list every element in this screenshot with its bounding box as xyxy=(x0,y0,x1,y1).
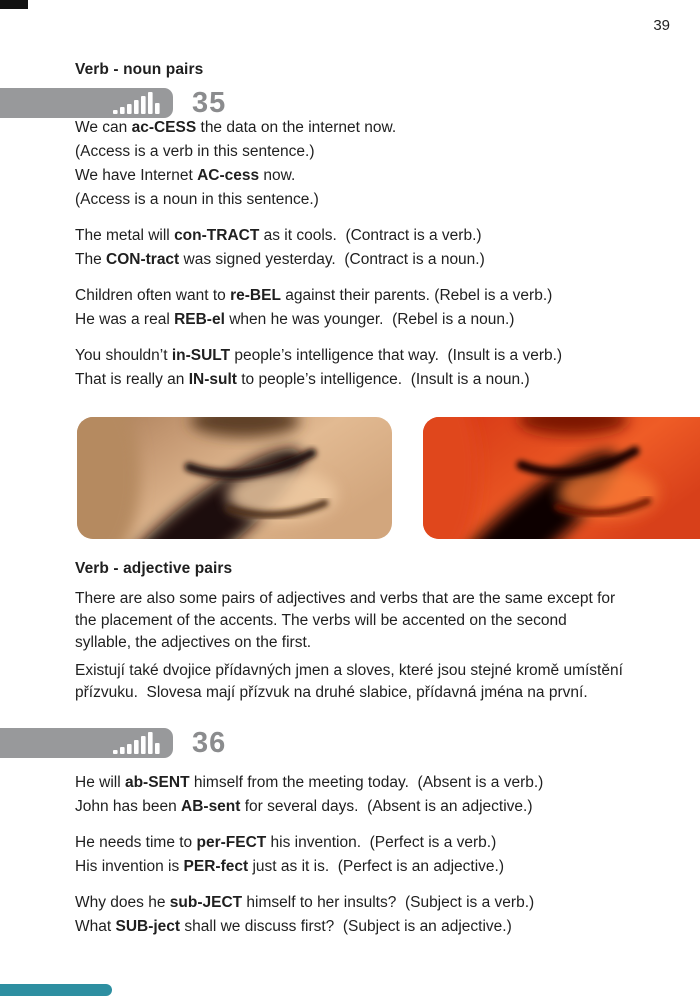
verb-adjective-sentences xyxy=(75,771,655,939)
sentence-group xyxy=(75,344,655,392)
track-number-36: 36 xyxy=(192,727,227,759)
mouth-photo-natural xyxy=(77,417,392,539)
sentence-line: (Access is a noun in this sentence.) xyxy=(75,191,319,208)
sentence-line: He needs time to per-FECT his invention. (Perfect is a verb.) xyxy=(75,834,497,851)
sentence-line: Children often want to re-BEL against their parents. (Rebel is a verb.) xyxy=(75,287,553,304)
sentence-line: He will ab-SENT himself from the meeting today. (Absent is a verb.) xyxy=(75,774,544,791)
bottom-left-edge-tab xyxy=(0,984,112,996)
paragraph-line: There are also some pairs of adjectives and verbs that are the same except for xyxy=(75,590,616,607)
heading-verb-adjective-pairs: Verb - adjective pairs xyxy=(75,560,233,577)
sentence-group xyxy=(75,284,655,332)
sentence-line: (Access is a verb in this sentence.) xyxy=(75,143,315,160)
audio-bars-icon xyxy=(113,92,160,114)
heading-verb-noun-pairs: Verb - noun pairs xyxy=(75,61,204,78)
sentence-line: His invention is PER-fect just as it is. (Perfect is an adjective.) xyxy=(75,858,504,875)
sentence-group xyxy=(75,831,655,879)
intro-paragraph-czech xyxy=(75,660,675,704)
verb-noun-sentences xyxy=(75,116,655,392)
top-left-edge-tab xyxy=(0,0,28,9)
paragraph-line: the placement of the accents. The verbs will be accented on the second xyxy=(75,612,567,629)
sentence-line: We can ac-CESS the data on the internet now. xyxy=(75,119,397,136)
sentence-line: That is really an IN-sult to people’s intelligence. (Insult is a noun.) xyxy=(75,371,530,388)
page-number: 39 xyxy=(653,17,670,34)
audio-track-banner-36 xyxy=(0,728,173,758)
sentence-line: The metal will con-TRACT as it cools. (Contract is a verb.) xyxy=(75,227,482,244)
audio-track-banner-35 xyxy=(0,88,173,118)
paragraph-line: syllable, the adjectives on the first. xyxy=(75,634,312,651)
sentence-line: The CON-tract was signed yesterday. (Contract is a noun.) xyxy=(75,251,485,268)
sentence-line: You shouldn’t in-SULT people’s intelligence that way. (Insult is a verb.) xyxy=(75,347,563,364)
sentence-group xyxy=(75,891,655,939)
sentence-line: Why does he sub-JECT himself to her insults? (Subject is a verb.) xyxy=(75,894,535,911)
sentence-group xyxy=(75,224,655,272)
intro-paragraph-english xyxy=(75,588,675,654)
audio-bars-icon xyxy=(113,732,160,754)
sentence-line: He was a real REB-el when he was younger. (Rebel is a noun.) xyxy=(75,311,515,328)
paragraph-line: přízvuku. Slovesa mají přízvuk na druhé slabice, přídavná jména na první. xyxy=(75,684,588,701)
paragraph-line: Existují také dvojice přídavných jmen a sloves, které jsou stejné kromě umístění xyxy=(75,662,623,679)
sentence-line: We have Internet AC-cess now. xyxy=(75,167,296,184)
sentence-line: John has been AB-sent for several days. (Absent is an adjective.) xyxy=(75,798,533,815)
mouth-photo-red xyxy=(423,417,700,539)
sentence-group xyxy=(75,771,655,819)
track-number-35: 35 xyxy=(192,87,227,119)
sentence-line: What SUB-ject shall we discuss first? (Subject is an adjective.) xyxy=(75,918,512,935)
sentence-group xyxy=(75,116,655,212)
